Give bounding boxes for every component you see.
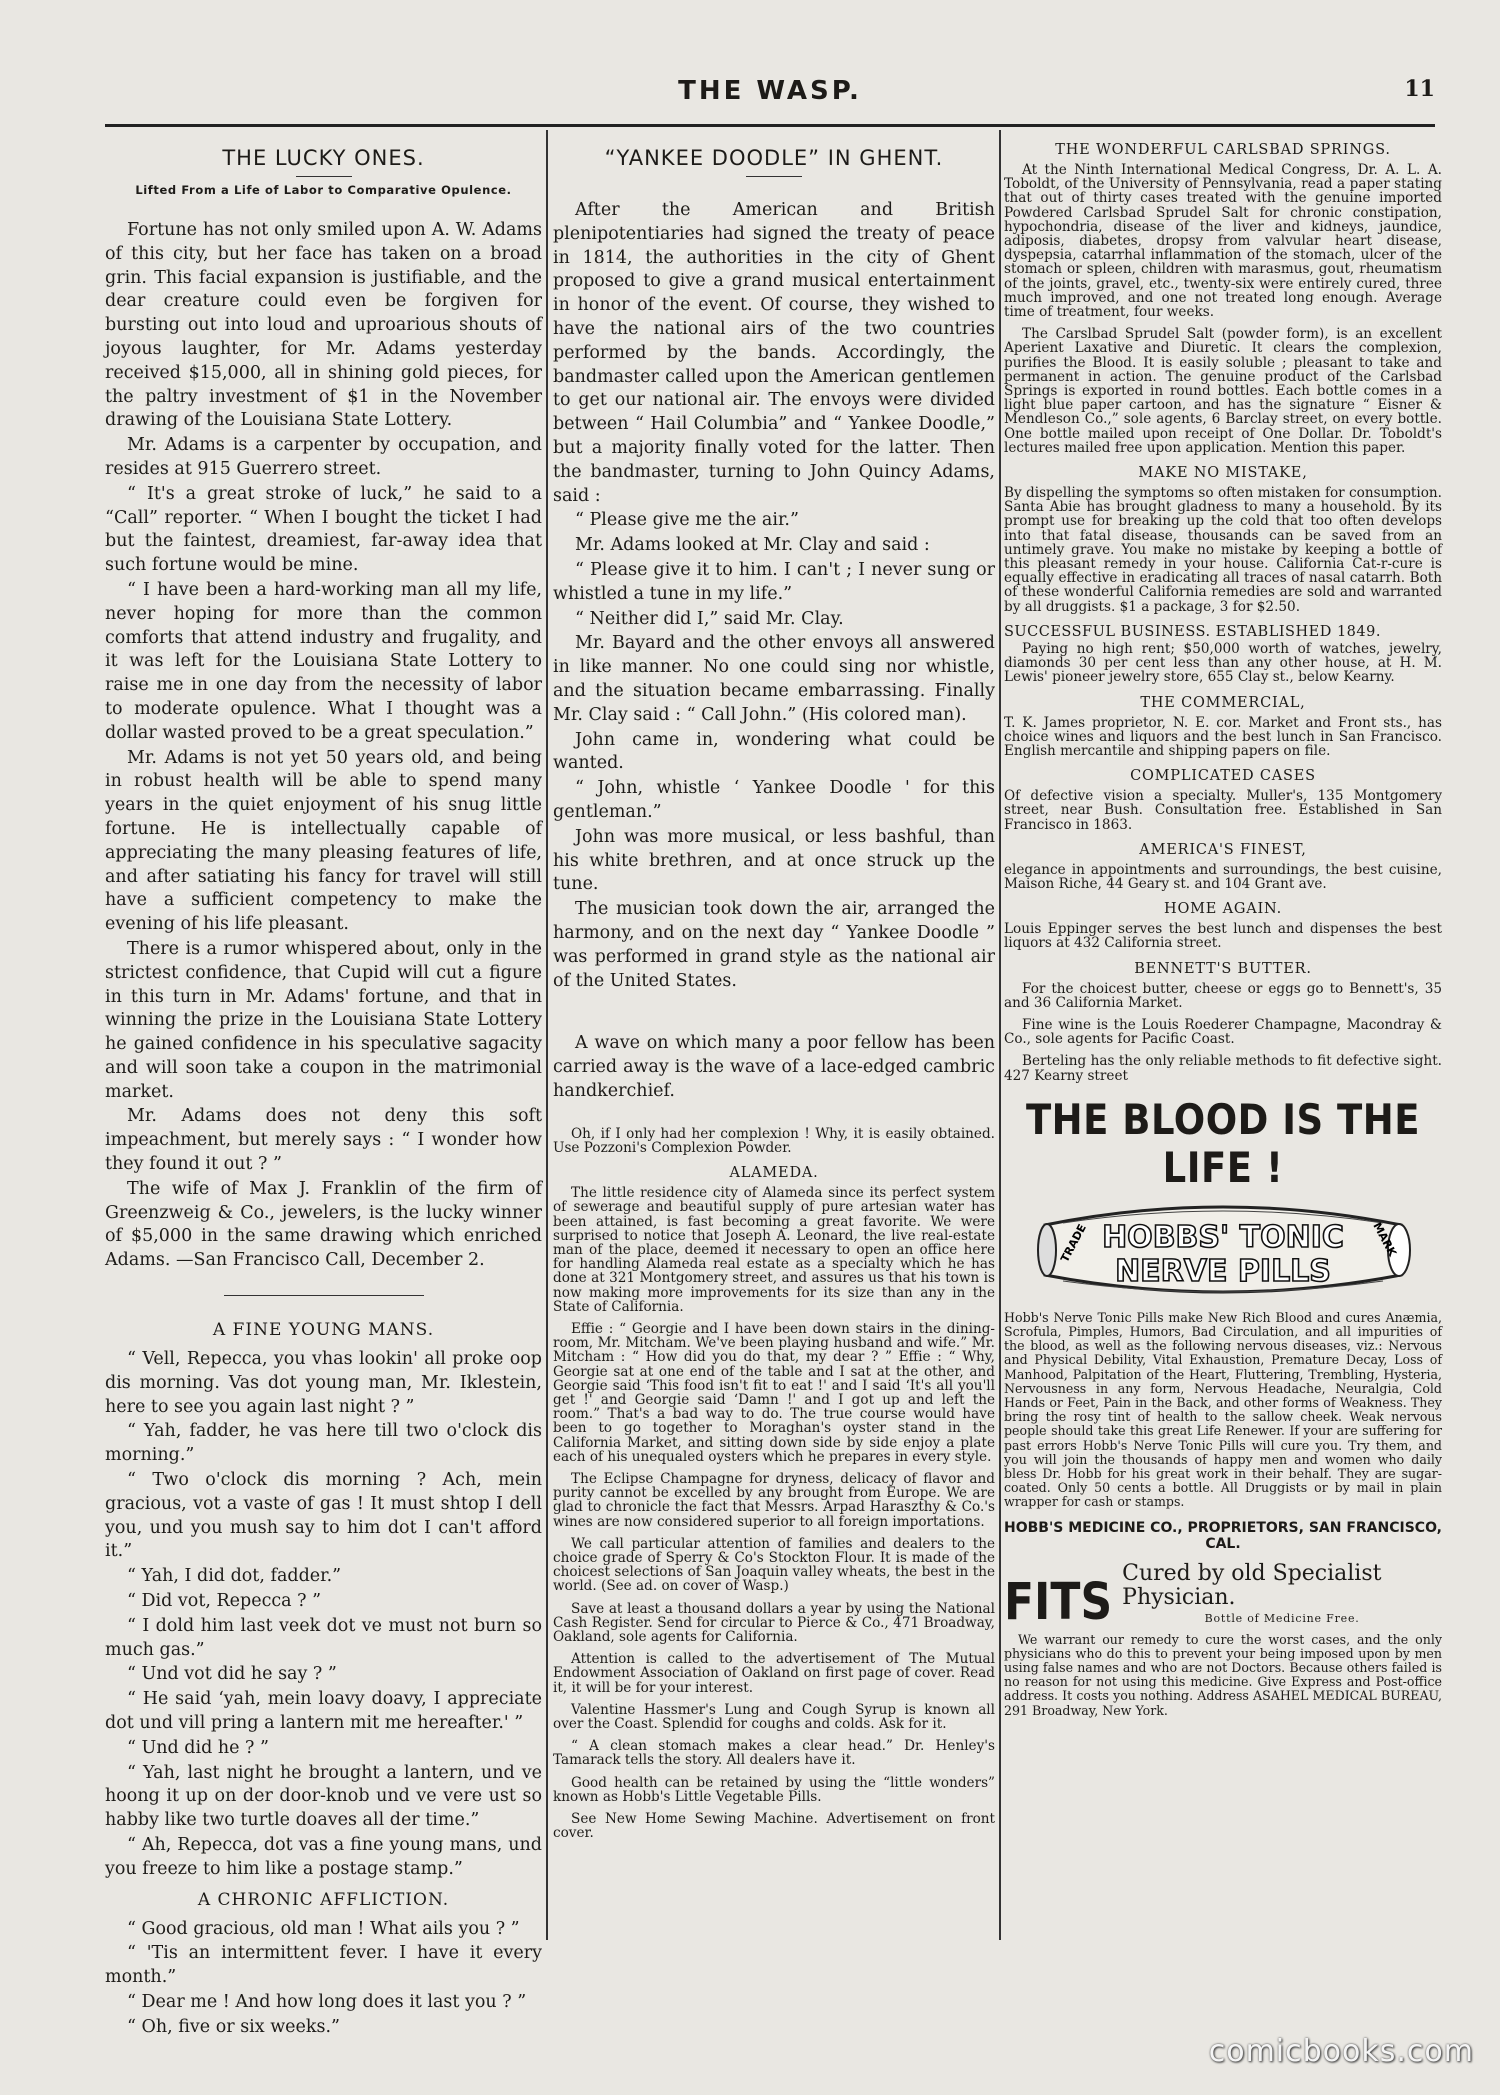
pill-line-2: NERVE PILLS — [1115, 1253, 1331, 1289]
article-title: A FINE YOUNG MANS. — [212, 1320, 435, 1341]
article-title: A CHRONIC AFFLICTION. — [197, 1889, 450, 1910]
ad-title: THE WONDERFUL CARLSBAD SPRINGS. — [1055, 142, 1391, 158]
paragraph: “ Yah, last night he brought a lantern, und ve hoong it up on der door-knob und ve vere ust so habby like two turtle doaves all der time.” — [105, 1762, 542, 1831]
paragraph: “ Neither did I,” said Mr. Clay. — [575, 608, 844, 629]
ad-title: SUCCESSFUL BUSINESS. ESTABLISHED 1849. — [1004, 623, 1381, 640]
paragraph: See New Home Sewing Machine. Advertisement on front cover. — [553, 1811, 995, 1842]
paragraph: “ 'Tis an intermittent fever. I have it every month.” — [105, 1943, 542, 1988]
spacer — [553, 994, 995, 1032]
fits-ad-header — [1004, 1560, 1442, 1632]
paragraph: “ Please give it to him. I can't ; I never sung or whistled a tune in my life.” — [553, 559, 995, 604]
paragraph: Valentine Hassmer's Lung and Cough Syrup is known all over the Coast. Splendid for coughs and colds. Ask for it. — [553, 1701, 995, 1732]
paragraph: Fortune has not only smiled upon A. W. Adams of this city, but her face has taken on a broad grin. This facial expansion is justifiable, and the dear creature could even be forgiven for bursting out into loud and uproarious shouts of joyous laughter, for Mr. Adams yesterday received $15,000, all in shining gold pieces, for the paltry investment of $1 in the November drawing of the Louisiana State Lottery. — [105, 220, 542, 431]
paragraph: “ Two o'clock dis morning ? Ach, mein gracious, vot a vaste of gas ! It must shtop I dell you, und you mush say to him dot I can't afford it.” — [105, 1470, 542, 1562]
paragraph: “ Und vot did he say ? ” — [127, 1664, 337, 1685]
column-3 — [1004, 138, 1442, 2088]
paragraph: elegance in appointments and surroundings, the best cuisine, Maison Riche, 44 Geary st. and 104 Grant ave. — [1004, 861, 1442, 892]
paragraph: After the American and British plenipotentiaries had signed the treaty of peace in 1814, the authorities in the city of Ghent proposed to give a grand musical entertainment in honor of the event. Of course, they wished to have the national airs of the two countries performed by the bands. Accordingly, the bandmaster called upon the American gentlemen to get our national air. The envoys were divided between “ Hail Columbia” and “ Yankee Doodle,” but a majority finally voted for the latter. Then the bandmaster, turning to John Quincy Adams, said : — [553, 200, 995, 506]
article-title: ALAMEDA. — [729, 1165, 819, 1182]
masthead-title: THE WASP. — [678, 76, 862, 106]
fits-ad-text: We warrant our remedy to cure the worst cases, and the only physicians who do this to prevent your being imposed upon by men using false names and who are not Doctors. Because others failed is no reason for not using this medicine. Give Express and Post-office address. It costs you nothing. Address ASAHEL MEDICAL BUREAU, 291 Broadway, New York. — [1004, 1631, 1442, 1718]
title-rule — [746, 176, 802, 177]
paragraph: “ John, whistle ‘ Yankee Doodle ' for this gentleman.” — [553, 778, 995, 822]
paragraph: Of defective vision a specialty. Muller's, 135 Montgomery street, near Bush. Consultation free. Established in San Francisco in 1863. — [1004, 788, 1442, 833]
paragraph: Mr. Bayard and the other envoys all answered in like manner. No one could sing nor whistle, and the situation became embarrassing. Finally Mr. Clay said : “ Call John.” (His colored man). — [553, 633, 995, 725]
column-divider — [999, 130, 1001, 1940]
fits-bottle-line: Bottle of Medicine Free. — [1204, 1611, 1360, 1625]
fits-subhead-block — [1122, 1562, 1442, 1625]
column-1 — [105, 138, 542, 2037]
ad-title: BENNETT'S BUTTER. — [1134, 960, 1312, 977]
title-rule — [296, 176, 352, 177]
masthead — [105, 76, 1435, 112]
watermark: comicbooks.com — [1208, 2034, 1474, 2069]
paragraph: “ Ah, Repecca, dot vas a fine young mans, und you freeze to him like a postage stamp.” — [105, 1835, 542, 1879]
paragraph: “ Yah, I did dot, fadder.” — [127, 1566, 342, 1587]
paragraph: Louis Eppinger serves the best lunch and dispenses the best liquors at 432 California street. — [1004, 921, 1442, 952]
paragraph: At the Ninth International Medical Congress, Dr. A. L. A. Toboldt, of the University of Pennsylvania, read a paper stating that out of thirty cases treated with the genuine imported Powdered Carlsbad Sprudel Salt for chronic constipation, hypochondria, disease of the liver and kidneys, jaundice, adiposis, diabetes, dropsy from valvular heart disease, dyspepsia, catarrhal inflammation of the stomach, ulcer of the stomach or spleen, children with marasmus, gout, rheumatism of the joints, gravel, etc., twenty-six were entirely cured, three much improved, and one not treated long enough. Average time of treatment, four weeks. — [1004, 162, 1442, 321]
paragraph: Paying no high rent; $50,000 worth of watches, jewelry, diamonds 30 per cent less than any other house, at H. M. Lewis' pioneer jewelry store, 655 Clay st., below Kearny. — [1004, 640, 1442, 686]
paragraph: “ Good gracious, old man ! What ails you ? ” — [127, 1918, 520, 1939]
paragraph: The little residence city of Alameda since its perfect system of sewerage and beautiful supply of pure artesian water has been attained, is fast becoming a great favorite. We were surprised to notice that Joseph A. Leonard, the live real-estate man of the place, deemed it necessary to open an office here for handling Alameda real estate as a specialty which he has done at 321 Montgomery street, and assures us that his town is now making more improvements for its size than any in the State of California. — [553, 1185, 995, 1315]
paragraph: The Eclipse Champagne for dryness, delicacy of flavor and purity cannot be excelled by any brought from Europe. We are glad to chronicle the fact that Messrs. Arpad Haraszthy & Co.'s wines are now considered superior to all foreign importations. — [553, 1470, 995, 1530]
spacer — [553, 1105, 995, 1127]
paragraph: Attention is called to the advertisement of The Mutual Endowment Association of Oakland on first page of cover. Read it, it will be for your interest. — [553, 1651, 995, 1696]
ad-title: MAKE NO MISTAKE, — [1138, 465, 1308, 482]
paragraph: Mr. Adams looked at Mr. Clay and said : — [575, 535, 930, 556]
pill-trade-text: TRADE — [1058, 1221, 1089, 1265]
paragraph: John came in, wondering what could be wanted. — [553, 729, 995, 774]
paragraph: Good health can be retained by using the “little wonders” known as Hobb's Little Vegetable Pills. — [553, 1774, 995, 1805]
paragraph: “ Did vot, Repecca ? ” — [127, 1591, 322, 1612]
pill-line-1: HOBBS' TONIC — [1102, 1219, 1344, 1255]
paragraph: “ Und did he ? ” — [127, 1737, 269, 1758]
paragraph: Effie : “ Georgie and I have been down stairs in the dining-room, Mr. Mitcham. We've been playing husband and wife.” Mr. Mitcham : “ How did you do that, my dear ? ” Effie : “ Why, Georgie sat at one end of the table and I sat at the other, and Georgie said ‘This food isn't fit to eat !' and I said ‘It's all you'll get !' and Georgie said ‘Damn !' and I got up and left the room.” That's a bad way to do. The true course would have been to go together to Moraghan's oyster stand in the California Market, and sitting down side by side enjoy a plate each of his unequaled oysters which he prepares in every style. — [553, 1320, 995, 1465]
fits-headline: FITS — [1004, 1572, 1113, 1632]
article-title: THE LUCKY ONES. — [222, 146, 425, 170]
paragraph: The musician took down the air, arranged the harmony, and on the next day “ Yankee Doodle ” was performed in grand style as the national air of the United States. — [553, 899, 995, 991]
paragraph: For the choicest butter, cheese or eggs go to Bennett's, 35 and 36 California Market. — [1004, 980, 1442, 1011]
ad-title: COMPLICATED CASES — [1130, 768, 1316, 785]
ad-title: HOME AGAIN. — [1164, 901, 1282, 918]
paragraph: Fine wine is the Louis Roederer Champagne, Macondray & Co., sole agents for Pacific Coast. — [1004, 1016, 1442, 1048]
paragraph: There is a rumor whispered about, only in the strictest confidence, that Cupid will cut a figure in this turn in Mr. Adams' fortune, and that in winning the prize in the Louisiana State Lottery he gained confidence in his speculative sagacity and will soon take a coupon in the matrimonial market. — [105, 938, 542, 1102]
column-2 — [553, 138, 995, 1948]
masthead-rule — [105, 124, 1435, 127]
paragraph: A wave on which many a poor fellow has been carried away is the wave of a lace-edged cambric handkerchief. — [553, 1033, 995, 1101]
paragraph: “ I dold him last veek dot ve must not burn so much gas.” — [105, 1615, 542, 1660]
paragraph: Mr. Adams is not yet 50 years old, and being in robust health will be able to spend many years in the quiet enjoyment of his snug little fortune. He is intellectually capable of appreciating the many pleasing features of life, and after satiating his fancy for travel will still have a sufficient competency to make the evening of his life pleasant. — [105, 747, 542, 935]
pill-mark-text: MARK — [1370, 1220, 1399, 1259]
paragraph: John was more musical, or less bashful, than his white brethren, and at once struck up the tune. — [553, 826, 995, 895]
paragraph: Save at least a thousand dollars a year by using the National Cash Register. Send for circular to Pierce & Co., 471 Broadway, Oakland, sole agents for California. — [553, 1600, 995, 1645]
page-number: 11 — [1404, 76, 1435, 102]
paragraph: Mr. Adams does not deny this soft impeachment, but merely says : “ I wonder how they found it out ? ” — [105, 1106, 542, 1175]
ad-title: THE COMMERCIAL, — [1140, 694, 1306, 711]
hobbs-ad-footer: HOBB'S MEDICINE CO., PROPRIETORS, SAN FRANCISCO, CAL. — [1004, 1519, 1442, 1552]
paragraph: Oh, if I only had her complexion ! Why, it is easily obtained. Use Pozzoni's Complexion Powder. — [553, 1125, 995, 1156]
paragraph: “ It's a great stroke of luck,” he said to a “Call” reporter. “ When I bought the ticket I had but the faintest, dreamiest, far-away idea that such fortune would be mine. — [105, 483, 542, 576]
ad-title: AMERICA'S FINEST, — [1139, 841, 1307, 858]
paragraph: Berteling has the only reliable methods to fit defective sight. 427 Kearny street — [1004, 1053, 1442, 1084]
paragraph: The Carslbad Sprudel Salt (powder form), is an excellent Aperient Laxative and Diuretic. It clears the complexion, purifies the Blood. It is easily soluble ; pleasant to take and permanent in action. The genuine product of the Carlsbad Springs is exported in round bottles. Each bottle comes in a light blue paper cartoon, and has the signature “ Eisner & Mendleson Co.,” sole agents, 6 Barclay street, on every bottle. One bottle mailed upon receipt of One Dollar. Dr. Toboldt's lectures mailed free upon application. Mention this paper. — [1004, 326, 1442, 456]
paragraph: By dispelling the symptoms so often mistaken for consumption. Santa Abie has brought gladness to many a household. By its prompt use for breaking up the cold that too often develops into that fatal disease, thousands can be saved from an untimely grave. You make no mistake by keeping a bottle of this pleasant remedy in your house. California Cat-r-cure is equally effective in eradicating all traces of nasal catarrh. Both of these wonderful California remedies are sold and warranted by all druggists. $1 a package, 3 for $2.50. — [1004, 485, 1442, 615]
paragraph: “ Dear me ! And how long does it last you ? ” — [127, 1991, 527, 2012]
paragraph: “ He said ‘yah, mein loavy doavy, I appreciate dot und vill pring a lantern mit me hereafter.' ” — [105, 1689, 542, 1734]
pill-bottle-icon — [1027, 1195, 1419, 1303]
fits-subhead: Cured by old Specialist Physician. — [1122, 1560, 1382, 1610]
paragraph: “ Please give me the air.” — [575, 510, 799, 531]
section-rule — [224, 1295, 424, 1296]
paragraph: “ I have been a hard-working man all my life, never hoping for more than the common comforts that attend industry and frugality, and it was left for the Louisiana State Lottery to raise me in one day from the necessity of labor to moderate opulence. What I thought was a dollar wasted proved to be a great speculation.” — [105, 579, 542, 743]
hobbs-ad-text: Hobb's Nerve Tonic Pills make New Rich Blood and cures Anæmia, Scrofula, Pimples, Humors, Bad Circulation, and all impurities of the blood, as well as the following nervous diseases, viz.: Nervous and Physical Debility, Vital Exhaustion, Premature Decay, Loss of Manhood, Palpitation of the Heart, Fluttering, Trembling, Hysteria, Nervousness in any form, Nervous Headache, Neuralgia, Cold Hands or Feet, Pain in the Back, and other forms of Weakness. They bring the rosy tint of health to the sallow cheek. Weak nervous people should take this great Life Renewer. If your are suffering for past errors Hobb's Nerve Tonic Pills will cure you. Try them, and you will join the thousands of happy men and women who daily bless Dr. Hobb for his great work in their behalf. They are sugar-coated. Only 50 cents a bottle. All Druggists or by mail in plain wrapper for cash or stamps. — [1004, 1309, 1442, 1510]
pill-bottle-illustration — [1027, 1195, 1419, 1303]
paragraph: The wife of Max J. Franklin of the firm of Greenzweig & Co., jewelers, is the lucky winner of $5,000 in the same drawing which enriched Adams. —San Francisco Call, December 2. — [105, 1178, 542, 1271]
paragraph: “ Yah, fadder, he vas here till two o'clock dis morning.” — [105, 1421, 542, 1466]
paragraph: “ A clean stomach makes a clear head.” Dr. Henley's Tamarack tells the story. All dealers have it. — [553, 1738, 995, 1769]
paragraph: T. K. James proprietor, N. E. cor. Market and Front sts., has choice wines and liquors and the best lunch in San Francisco. English mercantile and shipping papers on file. — [1004, 714, 1442, 759]
paragraph: We call particular attention of families and dealers to the choice grade of Sperry & Co's Stockton Flour. It is made of the choicest selections of San Joaquin valley wheats, the best in the world. (See ad. on cover of Wasp.) — [553, 1535, 995, 1595]
article-title: “YANKEE DOODLE” IN GHENT. — [604, 146, 944, 170]
paragraph: Mr. Adams is a carpenter by occupation, and resides at 915 Guerrero street. — [105, 435, 542, 479]
paragraph: “ Vell, Repecca, you vhas lookin' all proke oop dis morning. Vas dot young man, Mr. Iklestein, here to see you again last night ? ” — [105, 1349, 542, 1417]
column-divider — [546, 130, 548, 1940]
article-subtitle: Lifted From a Life of Labor to Comparative Opulence. — [135, 183, 512, 197]
ad-headline: THE BLOOD IS THE LIFE ! — [1025, 1095, 1421, 1192]
paragraph: “ Oh, five or six weeks.” — [127, 2016, 340, 2037]
